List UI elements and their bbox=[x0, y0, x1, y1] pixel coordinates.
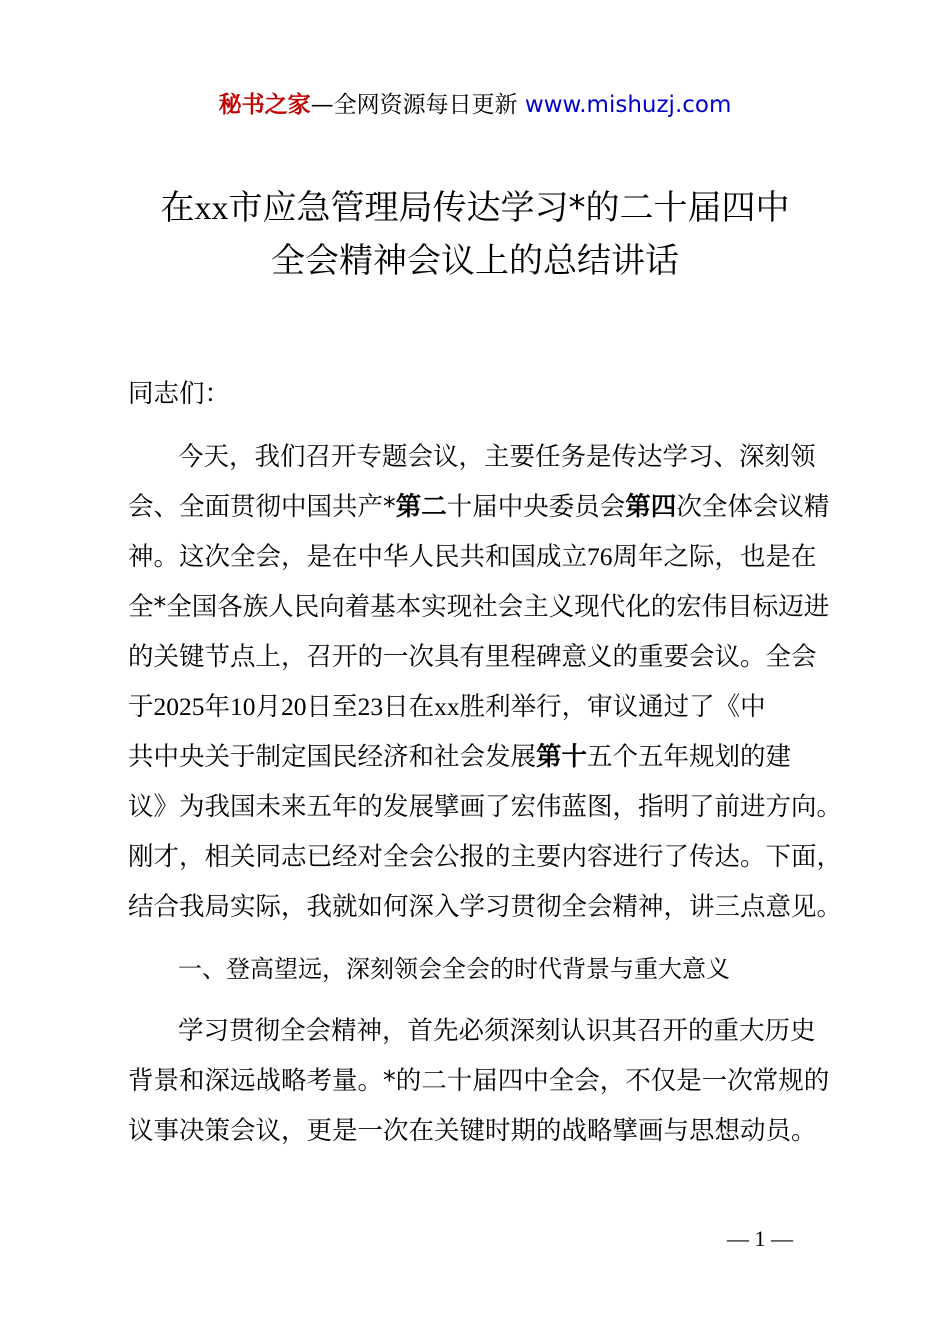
paragraph-line: 背景和深远战略考量。*的二十届四中全会，不仅是一次常规的 bbox=[128, 1066, 830, 1096]
title-text: xx bbox=[194, 190, 229, 227]
title-line-1 bbox=[100, 182, 850, 235]
text-run: 日在 bbox=[383, 692, 435, 722]
title-line-2: 全会精神会议上的总结讲话 bbox=[271, 241, 679, 281]
number-run: 2025 bbox=[153, 692, 205, 721]
title-text: 在 bbox=[160, 188, 195, 228]
paragraph-line: 议》为我国未来五年的发展擘画了宏伟蓝图，指明了前进方向。 bbox=[128, 792, 843, 822]
document-title bbox=[100, 182, 850, 287]
bold-text: 第二 bbox=[395, 492, 447, 522]
text-run: 周年之际，也是在 bbox=[612, 542, 817, 572]
number-run: 76 bbox=[587, 542, 613, 571]
text-run: 十届中央委员会 bbox=[446, 492, 626, 522]
bold-text: 第十 bbox=[536, 742, 588, 772]
text-run: 月 bbox=[255, 692, 282, 722]
site-brand: 秘书之家 bbox=[218, 92, 311, 118]
bold-text: 第四 bbox=[625, 492, 677, 522]
page-number: — 1 — bbox=[727, 1226, 793, 1251]
paragraph-line bbox=[128, 482, 838, 532]
paragraph-2 bbox=[128, 1006, 838, 1156]
site-tagline: —全网资源每日更新 bbox=[310, 92, 525, 118]
number-run: 20 bbox=[281, 692, 307, 721]
text-run: 共中央关于制定国民经济和社会发展 bbox=[128, 742, 537, 772]
text-run: 神。这次全会，是在中华人民共和国成立 bbox=[128, 542, 588, 572]
site-header bbox=[0, 88, 950, 122]
paragraph-line: 结合我局实际，我就如何深入学习贯彻全会精神，讲三点意见。 bbox=[128, 892, 843, 922]
section-heading-1 bbox=[128, 944, 838, 994]
paragraph-line bbox=[128, 682, 838, 732]
text-run: 五个五年规划的建 bbox=[587, 742, 792, 772]
title-text: 市应急管理局传达学习*的二十届四中 bbox=[228, 188, 790, 228]
paragraph-line bbox=[128, 732, 838, 782]
text-run: 胜利举行，审议通过了《中 bbox=[459, 692, 766, 722]
paragraph-line: 今天，我们召开专题会议，主要任务是传达学习、深刻领 bbox=[178, 442, 816, 472]
paragraph-line: 刚才，相关同志已经对全会公报的主要内容进行了传达。下面， bbox=[128, 842, 843, 872]
paragraph-line bbox=[128, 532, 838, 582]
paragraph-line: 的关键节点上，召开的一次具有里程碑意义的重要会议。全会 bbox=[128, 642, 817, 672]
number-run: 23 bbox=[357, 692, 384, 721]
text-run: 于 bbox=[128, 692, 154, 722]
paragraph-line: 学习贯彻全会精神，首先必须深刻认识其召开的重大历史 bbox=[178, 1016, 816, 1046]
heading-text: 一、登高望远，深刻领会全会的时代背景与重大意义 bbox=[178, 955, 730, 983]
text-run: 会、全面贯彻中国共产* bbox=[128, 492, 396, 522]
paragraph-line: 议事决策会议，更是一次在关键时期的战略擘画与思想动员。 bbox=[128, 1116, 817, 1146]
text-run: 次全体会议精 bbox=[676, 492, 830, 522]
salutation: 同志们： bbox=[128, 379, 231, 409]
number-run: xx bbox=[434, 692, 460, 721]
paragraph-1 bbox=[128, 432, 843, 932]
site-url-link[interactable]: www.mishuzj.com bbox=[524, 92, 732, 118]
text-run: 年 bbox=[204, 692, 231, 722]
paragraph-line: 全*全国各族人民向着基本实现社会主义现代化的宏伟目标迈进 bbox=[128, 592, 830, 622]
text-run: 日至 bbox=[306, 692, 358, 722]
number-run: 10 bbox=[230, 692, 256, 721]
